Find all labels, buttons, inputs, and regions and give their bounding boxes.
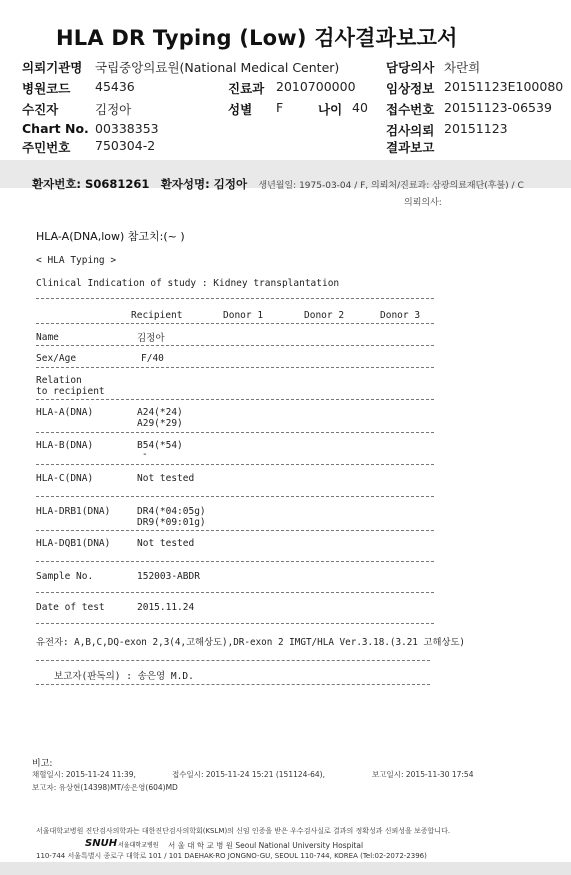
- row-label-dqb1: HLA-DQB1(DNA): [36, 538, 111, 549]
- label-department: 진료과: [228, 81, 265, 96]
- patient-id: 환자번호: S0681261: [32, 177, 150, 191]
- value-sex: F: [276, 100, 284, 115]
- row-label-name: Name: [36, 332, 59, 343]
- row-label-sex-age: Sex/Age: [36, 353, 77, 364]
- reporters: 보고자: 유상현(14398)MT/송은영(604)MD: [32, 783, 178, 792]
- label-request-date: 검사의뢰: [386, 123, 435, 138]
- patient-name: 환자성명: 김정아: [160, 177, 248, 191]
- date-of-test-value: 2015.11.24: [137, 602, 195, 613]
- hla-a-allele-1: A24(*24): [137, 407, 183, 418]
- label-chart-no: Chart No.: [22, 121, 89, 136]
- divider: [36, 660, 430, 661]
- col-recipient: Recipient: [131, 310, 183, 321]
- row-label-drb1: HLA-DRB1(DNA): [36, 506, 111, 517]
- label-patient: 수진자: [22, 102, 59, 117]
- divider: [36, 399, 434, 400]
- dqb1-value: Not tested: [137, 538, 195, 549]
- value-chart-no: 00338353: [95, 121, 159, 136]
- divider: [36, 684, 430, 685]
- divider: [36, 464, 434, 465]
- row-label-relation: Relation: [36, 375, 82, 386]
- col-donor-1: Donor 1: [223, 310, 264, 321]
- section-title: < HLA Typing >: [36, 255, 117, 266]
- patient-details: 생년월일: 1975-03-04 / F, 의뢰처/진료과: 삼광의료재단(후불) / C: [258, 181, 524, 191]
- hla-a-allele-2: A29(*29): [137, 418, 183, 429]
- divider: [36, 345, 434, 346]
- certification-note: 서울대학교병원 진단검사의학과는 대한진단검사의학회(KSLM)의 신임 인증을 받은 우수검사실로 결과의 정확성과 신뢰성을 보증합니다.: [36, 827, 451, 835]
- col-donor-2: Donor 2: [304, 310, 345, 321]
- label-sex: 성별: [228, 102, 253, 117]
- value-doctor: 차란희: [444, 60, 481, 75]
- remarks-label: 비고:: [32, 759, 53, 769]
- method-note: 유전자: A,B,C,DQ-exon 2,3(4,고해상도),DR-exon 2 IMGT/HLA Ver.3.18.(3.21 고해상도): [36, 637, 466, 648]
- report-title: HLA DR Typing (Low) 검사결과보고서: [56, 26, 458, 50]
- row-value-name: 김정아: [137, 333, 165, 344]
- label-clinical-info: 임상정보: [386, 81, 435, 96]
- divider: [36, 561, 434, 562]
- value-receipt-no: 20151123-06539: [444, 100, 552, 115]
- report-time: 보고일시: 2015-11-30 17:54: [372, 770, 474, 779]
- label-resident-no: 주민번호: [22, 140, 71, 155]
- row-label-hla-c: HLA-C(DNA): [36, 473, 94, 484]
- divider: [36, 592, 434, 593]
- label-age: 나이: [318, 102, 343, 117]
- clinical-indication: Clinical Indication of study : Kidney transplantation: [36, 278, 340, 289]
- value-clinical-info: 20151123E100080: [444, 79, 564, 94]
- reference-heading: HLA-A(DNA,low) 참고치:(~ ): [36, 230, 185, 243]
- divider: [36, 623, 434, 624]
- value-hospital-code: 45436: [95, 79, 135, 94]
- label-institution: 의뢰기관명: [22, 60, 83, 75]
- divider: [36, 530, 434, 531]
- hospital-address: 110-744 서울특별시 종로구 대학로 101 / 101 DAEHAK-RO JONGNO-GU, SEOUL 110-744, KOREA (Tel:02-2072-2396): [36, 852, 427, 860]
- divider: [36, 323, 434, 324]
- label-hospital-code: 병원코드: [22, 81, 71, 96]
- drb1-allele-1: DR4(*04:05g): [137, 506, 206, 517]
- drb1-allele-2: DR9(*09:01g): [137, 517, 206, 528]
- divider: [36, 367, 434, 368]
- value-request-date: 20151123: [444, 121, 508, 136]
- bottom-strip: [0, 862, 571, 875]
- value-resident-no: 750304-2: [95, 138, 156, 153]
- value-age: 40: [352, 100, 368, 115]
- row-label-sample: Sample No.: [36, 571, 94, 582]
- row-value-sex-age: F/40: [141, 353, 164, 364]
- value-institution: 국립중앙의료원(National Medical Center): [95, 60, 340, 75]
- value-patient: 김정아: [95, 102, 132, 117]
- sample-no-value: 152003-ABDR: [137, 571, 200, 582]
- label-doctor: 담당의사: [386, 60, 435, 75]
- divider: [36, 298, 434, 299]
- row-label-relation-2: to recipient: [36, 386, 105, 397]
- row-label-hla-b: HLA-B(DNA): [36, 440, 94, 451]
- snuh-logo-sub: 서울대학교병원: [118, 842, 159, 849]
- label-result-report: 결과보고: [386, 140, 435, 155]
- hla-c-value: Not tested: [137, 473, 195, 484]
- referring-doctor: 의뢰의사:: [404, 198, 442, 208]
- col-donor-3: Donor 3: [380, 310, 421, 321]
- snuh-logo: SNUH: [85, 838, 118, 849]
- reporter: 보고자(판독의) : 송은영 M.D.: [54, 671, 194, 682]
- collection-time: 채혈일시: 2015-11-24 11:39,: [32, 770, 136, 779]
- hospital-name: 서 울 대 학 교 병 원 Seoul National University Hospital: [168, 841, 364, 850]
- hla-b-allele-1: B54(*54): [137, 440, 183, 451]
- patient-line: [32, 176, 524, 192]
- label-receipt-no: 접수번호: [386, 102, 435, 117]
- row-label-date: Date of test: [36, 602, 105, 613]
- receipt-time: 접수일시: 2015-11-24 15:21 (151124-64),: [172, 770, 325, 779]
- divider: [36, 496, 434, 497]
- divider: [36, 432, 434, 433]
- row-label-hla-a: HLA-A(DNA): [36, 407, 94, 418]
- hla-b-allele-2: -: [142, 449, 148, 460]
- value-department: 2010700000: [276, 79, 356, 94]
